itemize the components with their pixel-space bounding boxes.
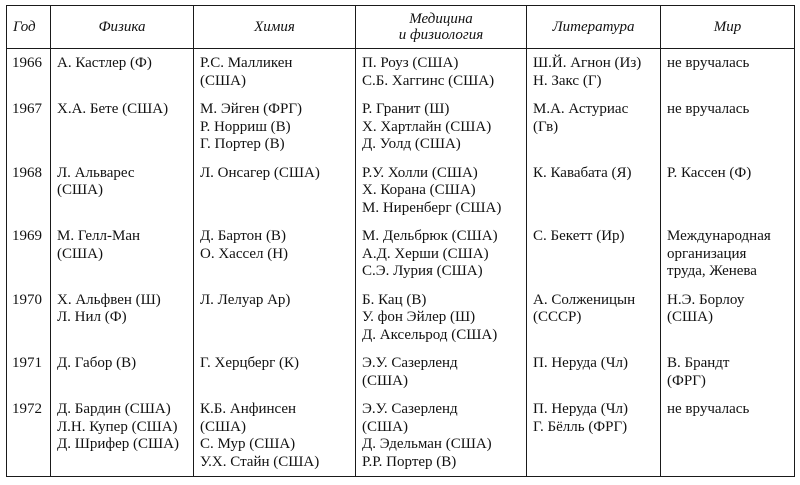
chemistry-laureate-line: Р. Норриш (В) xyxy=(200,118,291,135)
chemistry-laureate-line: Г. Портер (В) xyxy=(200,136,285,152)
peace-cell xyxy=(661,95,795,159)
medicine-laureate-line: Б. Кац (В) xyxy=(362,291,427,308)
chemistry-laureate-line: (США) xyxy=(200,72,246,89)
chemistry-cell xyxy=(194,159,356,223)
literature-cell xyxy=(527,159,661,223)
table-row xyxy=(7,49,795,96)
peace-laureate-line: (США) xyxy=(667,309,713,325)
medicine-laureate-line: Э.У. Сазерленд xyxy=(362,401,458,417)
medicine-laureate-line: М. Дельбрюк (США) xyxy=(362,228,498,244)
medicine-cell xyxy=(356,95,527,159)
chemistry-laureate-line: М. Эйген (ФРГ) xyxy=(200,101,303,117)
literature-laureate-line: Г. Бёлль (ФРГ) xyxy=(533,418,628,435)
peace-cell xyxy=(661,395,795,477)
literature-laureate-line: (СССР) xyxy=(533,309,582,325)
medicine-laureate-line: С.Б. Хаггинс (США) xyxy=(362,72,495,89)
year-cell: 1968 xyxy=(7,159,51,223)
literature-cell xyxy=(527,222,661,286)
chemistry-laureate-line: Г. Херцберг (К) xyxy=(200,355,299,371)
medicine-laureate-line: А.Д. Херши (США) xyxy=(362,245,489,262)
physics-laureate-line: М. Гелл-Ман xyxy=(57,228,141,244)
peace-laureate-line: не вручалась xyxy=(667,55,750,71)
medicine-laureate-line: У. фон Эйлер (Ш) xyxy=(362,309,476,325)
peace-cell xyxy=(661,286,795,350)
literature-laureate-line: Ш.Й. Агнон (Из) xyxy=(533,55,642,71)
medicine-laureate-line: Х. Корана (США) xyxy=(362,182,476,198)
physics-cell xyxy=(51,49,194,96)
year-cell: 1971 xyxy=(7,349,51,395)
chemistry-laureate-line: (США) xyxy=(200,418,246,435)
medicine-laureate-line: Х. Хартлайн (США) xyxy=(362,118,492,135)
year-cell: 1967 xyxy=(7,95,51,159)
chemistry-cell xyxy=(194,349,356,395)
literature-laureate-line: С. Бекетт (Ир) xyxy=(533,228,625,244)
physics-laureate-line: Д. Шрифер (США) xyxy=(57,436,179,452)
peace-laureate-line: Н.Э. Борлоу xyxy=(667,291,745,308)
medicine-cell xyxy=(356,395,527,477)
literature-laureate-line: Н. Закс (Г) xyxy=(533,72,602,89)
header-row xyxy=(7,6,795,49)
year-cell: 1972 xyxy=(7,395,51,477)
literature-laureate-line: П. Неруда (Чл) xyxy=(533,401,628,417)
medicine-laureate-line: Д. Эдельман (США) xyxy=(362,436,492,452)
chemistry-cell xyxy=(194,49,356,96)
header-medicine-line-1: Медицина xyxy=(409,11,473,27)
literature-laureate-line: К. Кавабата (Я) xyxy=(533,164,632,181)
peace-laureate-line: организация xyxy=(667,245,747,262)
medicine-laureate-line: Р.Р. Портер (В) xyxy=(362,453,457,470)
table-body xyxy=(7,49,795,477)
medicine-cell xyxy=(356,286,527,350)
medicine-cell xyxy=(356,159,527,223)
medicine-laureate-line: П. Роуз (США) xyxy=(362,55,459,71)
literature-cell xyxy=(527,395,661,477)
peace-laureate-line: (ФРГ) xyxy=(667,372,706,389)
physics-cell xyxy=(51,395,194,477)
header-medicine xyxy=(356,6,527,49)
medicine-laureate-line: Р.У. Холли (США) xyxy=(362,164,478,181)
literature-cell xyxy=(527,95,661,159)
chemistry-laureate-line: Р.С. Малликен xyxy=(200,55,293,71)
peace-laureate-line: труда, Женева xyxy=(667,263,757,279)
physics-cell xyxy=(51,222,194,286)
chemistry-cell xyxy=(194,286,356,350)
literature-cell xyxy=(527,286,661,350)
medicine-laureate-line: Э.У. Сазерленд xyxy=(362,355,458,371)
chemistry-laureate-line: С. Мур (США) xyxy=(200,436,296,452)
medicine-laureate-line: Д. Аксельрод (США) xyxy=(362,326,498,343)
medicine-laureate-line: (США) xyxy=(362,418,408,435)
medicine-cell xyxy=(356,349,527,395)
literature-cell xyxy=(527,349,661,395)
literature-laureate-line: (Гв) xyxy=(533,118,559,135)
peace-laureate-line: не вручалась xyxy=(667,101,750,117)
nobel-laureates-table xyxy=(6,5,795,477)
header-chemistry: Химия xyxy=(194,6,356,49)
physics-laureate-line: Д. Бардин (США) xyxy=(57,401,171,417)
chemistry-laureate-line: О. Хассел (Н) xyxy=(200,245,289,262)
medicine-laureate-line: С.Э. Лурия (США) xyxy=(362,263,483,279)
chemistry-cell xyxy=(194,95,356,159)
header-literature: Литература xyxy=(527,6,661,49)
chemistry-laureate-line: Д. Бартон (В) xyxy=(200,228,286,244)
physics-cell xyxy=(51,95,194,159)
medicine-laureate-line: М. Ниренберг (США) xyxy=(362,199,502,216)
physics-cell xyxy=(51,159,194,223)
chemistry-cell xyxy=(194,395,356,477)
table-header xyxy=(7,6,795,49)
chemistry-laureate-line: У.Х. Стайн (США) xyxy=(200,453,320,470)
physics-laureate-line: Х.А. Бете (США) xyxy=(57,101,169,117)
medicine-cell xyxy=(356,49,527,96)
physics-laureate-line: Л. Альварес xyxy=(57,164,135,181)
peace-cell xyxy=(661,159,795,223)
peace-laureate-line: не вручалась xyxy=(667,401,750,417)
header-medicine-line-2: и физиология xyxy=(398,27,484,43)
physics-laureate-line: Х. Альфвен (Ш) xyxy=(57,291,161,308)
literature-laureate-line: П. Неруда (Чл) xyxy=(533,355,628,371)
year-cell: 1969 xyxy=(7,222,51,286)
literature-cell xyxy=(527,49,661,96)
medicine-cell xyxy=(356,222,527,286)
peace-laureate-line: Р. Кассен (Ф) xyxy=(667,164,752,181)
table-row xyxy=(7,286,795,350)
medicine-laureate-line: Д. Уолд (США) xyxy=(362,136,461,152)
year-cell: 1970 xyxy=(7,286,51,350)
medicine-laureate-line: (США) xyxy=(362,372,408,389)
physics-cell xyxy=(51,286,194,350)
medicine-laureate-line: Р. Гранит (Ш) xyxy=(362,101,450,117)
literature-laureate-line: М.А. Астуриас xyxy=(533,101,629,117)
table-row xyxy=(7,222,795,286)
header-physics: Физика xyxy=(51,6,194,49)
table-row xyxy=(7,95,795,159)
year-cell: 1966 xyxy=(7,49,51,96)
literature-laureate-line: А. Солженицын xyxy=(533,291,636,308)
physics-laureate-line: Л. Нил (Ф) xyxy=(57,309,127,325)
physics-laureate-line: (США) xyxy=(57,245,103,262)
chemistry-laureate-line: Л. Онсагер (США) xyxy=(200,164,320,181)
peace-laureate-line: В. Брандт xyxy=(667,355,730,371)
physics-laureate-line: (США) xyxy=(57,182,103,198)
chemistry-laureate-line: К.Б. Анфинсен xyxy=(200,401,297,417)
physics-cell xyxy=(51,349,194,395)
header-year: Год xyxy=(7,6,51,49)
peace-cell xyxy=(661,349,795,395)
chemistry-laureate-line: Л. Лелуар Ар) xyxy=(200,291,291,308)
peace-cell xyxy=(661,49,795,96)
table-row xyxy=(7,159,795,223)
physics-laureate-line: А. Кастлер (Ф) xyxy=(57,55,152,71)
peace-cell xyxy=(661,222,795,286)
header-peace: Мир xyxy=(661,6,795,49)
table-row xyxy=(7,395,795,477)
chemistry-cell xyxy=(194,222,356,286)
physics-laureate-line: Л.Н. Купер (США) xyxy=(57,418,178,435)
table-row xyxy=(7,349,795,395)
physics-laureate-line: Д. Габор (В) xyxy=(57,355,137,371)
peace-laureate-line: Международная xyxy=(667,228,771,244)
